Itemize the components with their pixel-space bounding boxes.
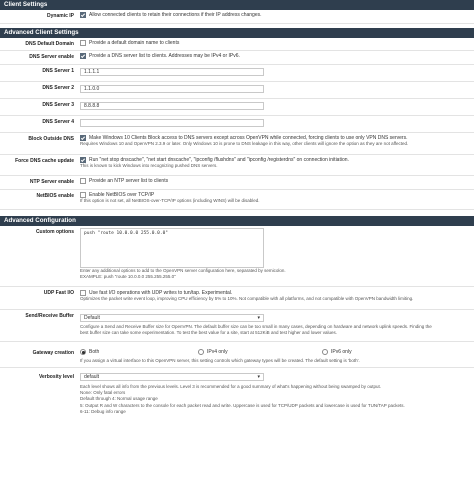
force-dns-help: This is known to kick Windows into recognizing pushed DNS servers. (80, 163, 218, 168)
gateway-option-ipv6[interactable] (322, 349, 352, 355)
custom-options-label: Custom options (35, 229, 74, 235)
chevron-down-icon: ▾ (257, 374, 260, 380)
send-receive-buffer-row (0, 310, 474, 342)
gateway-both-label: Both (89, 349, 100, 355)
dns-server-3-label: DNS Server 3 (42, 102, 74, 108)
block-outside-dns-row (0, 133, 474, 155)
dns-server-3-row (0, 99, 474, 116)
gateway-ipv6-label: IPv6 only (331, 349, 352, 355)
gateway-creation-label: Gateway creation (32, 350, 74, 356)
force-dns-label: Force DNS cache update (15, 158, 74, 164)
dns-server-1-label: DNS Server 1 (42, 68, 74, 74)
advanced-configuration-header: Advanced Configuration (0, 216, 474, 226)
dns-server-enable-checkbox[interactable] (80, 53, 86, 59)
dns-server-4-input[interactable] (80, 119, 264, 127)
ntp-server-enable-checkbox[interactable] (80, 178, 86, 184)
netbios-row (0, 190, 474, 210)
dns-server-2-label: DNS Server 2 (42, 85, 74, 91)
dns-default-domain-label: DNS Default Domain (25, 41, 74, 47)
dns-server-2-row (0, 82, 474, 99)
dynamic-ip-label: Dynamic IP (47, 13, 74, 19)
advanced-client-settings-header: Advanced Client Settings (0, 28, 474, 38)
custom-options-example: EXAMPLE: push "route 10.0.0.0 255.255.255.0" (80, 274, 176, 280)
custom-options-row (0, 226, 474, 287)
dns-server-enable-label: DNS Server enable (29, 54, 74, 60)
custom-options-help: Enter any additional options to add to the OpenVPN server configuration here, separated by semicolon. (80, 268, 286, 273)
verbosity-help-level5: 5: Output R and W characters to the console for each packet read and write. Uppercase is used for TCP/UDP packets and lowercase is used for TUN/TAP packets. (80, 402, 405, 408)
block-outside-dns-text: Make Windows 10 Clients Block access to DNS servers except across OpenVPN while connected, forcing clients to use only VPN DNS servers. (89, 135, 408, 141)
dynamic-ip-checkbox[interactable] (80, 12, 86, 18)
ntp-server-enable-row (0, 176, 474, 190)
send-receive-buffer-value: Default (84, 315, 100, 321)
send-receive-buffer-select[interactable] (80, 314, 264, 322)
client-settings-header: Client Settings (0, 0, 474, 10)
gateway-both-radio[interactable] (80, 349, 86, 355)
custom-options-textarea[interactable]: push "route 10.0.0.0 255.0.0.0" (80, 228, 264, 268)
ntp-server-enable-text: Provide an NTP server list to clients (89, 178, 169, 184)
verbosity-level-row (0, 368, 474, 428)
verbosity-level-label: Verbosity level (38, 374, 74, 380)
dns-server-enable-text: Provide a DNS server list to clients. Addresses may be IPv4 or IPv6. (89, 53, 240, 59)
dns-default-domain-text: Provide a default domain name to clients (89, 40, 180, 46)
send-receive-buffer-label: Send/Receive Buffer (25, 313, 74, 319)
gateway-creation-row (0, 342, 474, 368)
udp-fast-io-label: UDP Fast I/O (43, 290, 74, 296)
gateway-ipv4-label: IPv4 only (207, 349, 228, 355)
dns-default-domain-checkbox[interactable] (80, 40, 86, 46)
netbios-help: If this option is not set, all NetBIOS-over-TCP/IP options (including WINS) will be disabled. (80, 198, 260, 203)
udp-fast-io-text: Use fast I/O operations with UDP writes to tun/tap. Experimental. (89, 290, 233, 296)
verbosity-help-intro: Each level shows all info from the previous levels. Level 3 is recommended for a good summary of what's happening without being swamped by output. (80, 384, 382, 389)
verbosity-help-default: Default through 4: Normal usage range (80, 396, 158, 402)
verbosity-help-none: None: Only fatal errors (80, 390, 126, 396)
dns-server-2-input[interactable]: 1.1.0.0 (80, 85, 264, 93)
block-outside-dns-label: Block Outside DNS (28, 136, 74, 142)
gateway-option-both[interactable] (80, 349, 198, 355)
gateway-ipv6-radio[interactable] (322, 349, 328, 355)
dns-server-enable-row (0, 51, 474, 65)
dns-server-4-label: DNS Server 4 (42, 119, 74, 125)
force-dns-checkbox[interactable] (80, 157, 86, 163)
chevron-down-icon: ▾ (257, 315, 260, 321)
verbosity-level-value: default (84, 374, 100, 380)
netbios-text: Enable NetBIOS over TCP/IP (89, 192, 155, 198)
gateway-creation-help: If you assign a virtual interface to this OpenVPN server, this setting controls which gateway types will be created. The default setting is 'both'. (80, 358, 360, 363)
send-receive-buffer-help: Configure a Send and Receive Buffer size for OpenVPN. The default buffer size can be too small in many cases, depending on hardware and network uplink speeds. Finding the (80, 324, 432, 329)
block-outside-dns-checkbox[interactable] (80, 135, 86, 141)
dynamic-ip-text: Allow connected clients to retain their connections if their IP address changes. (89, 12, 262, 18)
dns-server-1-row (0, 65, 474, 82)
dns-server-3-input[interactable]: 8.8.8.8 (80, 102, 264, 110)
verbosity-help-debug: 6-11: Debug info range (80, 408, 126, 414)
dns-server-1-input[interactable]: 1.1.1.1 (80, 68, 264, 76)
block-outside-dns-help: Requires Windows 10 and OpenVPN 2.3.9 or later. Only Windows 10 is prone to DNS leakage in this way, other clients will ignore the option as they are not affected. (80, 141, 409, 146)
verbosity-level-select[interactable] (80, 373, 264, 381)
dns-server-4-row (0, 116, 474, 133)
dns-default-domain-row (0, 38, 474, 51)
force-dns-row (0, 155, 474, 176)
force-dns-text: Run "net stop dnscache", "net start dnscache", "ipconfig /flushdns" and "ipconfig /registerdns" on connection initiation. (89, 157, 349, 163)
dynamic-ip-row (0, 10, 474, 24)
udp-fast-io-row (0, 287, 474, 310)
send-receive-buffer-help-2: best buffer size can take some experimentation. To test the best value for a site, start at 512KiB and test higher and lower values. (80, 330, 337, 336)
gateway-option-ipv4[interactable] (198, 349, 322, 355)
ntp-server-enable-label: NTP Server enable (29, 179, 74, 185)
udp-fast-io-help: Optimizes the packet write event loop, improving CPU efficiency by 5% to 10%. Not compatible with all platforms, and not compatible with OpenVPN bandwidth limiting. (80, 296, 414, 301)
netbios-label: NetBIOS enable (36, 193, 74, 199)
gateway-ipv4-radio[interactable] (198, 349, 204, 355)
